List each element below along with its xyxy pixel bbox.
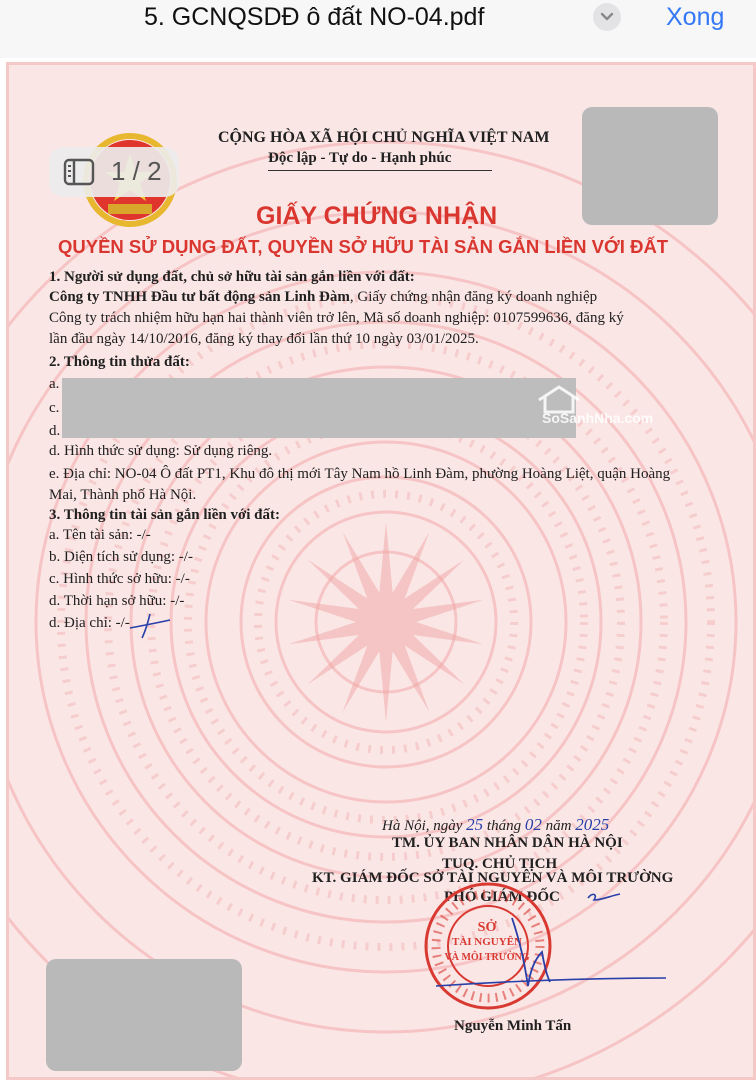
- stamp-line2: TÀI NGUYÊN: [452, 936, 522, 948]
- file-name: 5. GCNQSDĐ ô đất NO-04.pdf: [144, 3, 485, 31]
- watermark-text: SoSanhNha.com: [542, 410, 654, 426]
- sidebar-icon: [63, 157, 95, 187]
- land-item-a: a.: [49, 376, 60, 392]
- authority-line4: PHÓ GIÁM ĐỐC: [444, 889, 560, 905]
- signer-name: Nguyễn Minh Tấn: [454, 1018, 572, 1034]
- top-bar: [0, 0, 756, 58]
- authority-line2: TUQ. CHỦ TỊCH: [442, 856, 558, 872]
- done-button[interactable]: Xong: [666, 3, 725, 31]
- document-page: [6, 62, 756, 1080]
- redacted-code: [46, 959, 242, 1071]
- chevron-down-icon: [593, 3, 621, 31]
- page-indicator-badge[interactable]: [49, 147, 179, 197]
- land-item-d: d.: [49, 423, 61, 439]
- motto: Độc lập - Tự do - Hạnh phúc: [268, 150, 452, 166]
- section1-heading: 1. Người sử dụng đất, chủ sở hữu tài sản gắn liền với đất:: [49, 269, 415, 285]
- redacted-photo: [582, 107, 718, 225]
- stamp-line1: SỞ: [477, 920, 497, 935]
- owner-line3: lần đầu ngày 14/10/2016, đăng ký thay đổi lần thứ 10 ngày 03/01/2025.: [49, 331, 479, 347]
- section3-heading: 3. Thông tin tài sản gắn liền với đất:: [49, 507, 280, 523]
- certificate-title: GIẤY CHỨNG NHẬN: [256, 202, 498, 230]
- file-options-button[interactable]: [593, 3, 621, 31]
- authority-line3: KT. GIÁM ĐỐC SỞ TÀI NGUYÊN VÀ MÔI TRƯỜNG: [312, 870, 674, 886]
- asset-item-a: a. Tên tài sản: -/-: [49, 527, 151, 543]
- issue-date: [382, 815, 609, 835]
- country-name: CỘNG HÒA XÃ HỘI CHỦ NGHĨA VIỆT NAM: [218, 129, 550, 146]
- owner-line1: [49, 289, 597, 306]
- date-year: 2025: [575, 815, 610, 834]
- asset-item-c: c. Hình thức sở hữu: -/-: [49, 571, 190, 587]
- date-month: 02: [524, 815, 542, 834]
- motto-underline: [268, 170, 492, 171]
- certificate-subtitle: QUYỀN SỬ DỤNG ĐẤT, QUYỀN SỞ HỮU TÀI SẢN GẮN LIỀN VỚI ĐẤT: [58, 236, 669, 257]
- page-indicator-text: 1 / 2: [111, 156, 162, 186]
- authority-line1: TM. ỦY BAN NHÂN DÂN HÀ NỘI: [392, 835, 623, 851]
- date-month-label: tháng: [486, 818, 522, 834]
- land-item-e1: e. Địa chỉ: NO-04 Ô đất PT1, Khu đô thị mới Tây Nam hồ Linh Đàm, phường Hoàng Liệt, quận Hoàng: [49, 466, 671, 482]
- land-item-e2: Mai, Thành phố Hà Nội.: [49, 487, 197, 503]
- date-day: 25: [466, 815, 484, 834]
- watermark: [536, 384, 676, 434]
- handwritten-signature: [416, 912, 676, 1022]
- stamp-line3: VÀ MÔI TRƯỜNG: [444, 952, 530, 963]
- asset-item-d: d. Thời hạn sở hữu: -/-: [49, 593, 185, 609]
- owner-line1-rest: , Giấy chứng nhận đăng ký doanh nghiệp: [349, 289, 598, 305]
- section2-heading: 2. Thông tin thửa đất:: [49, 354, 190, 370]
- land-item-c: c.: [49, 400, 60, 416]
- cross-mark: [126, 610, 176, 640]
- initial-mark: [584, 888, 624, 908]
- date-year-label: năm: [545, 818, 572, 834]
- redacted-land-info: [62, 378, 576, 438]
- date-prefix: Hà Nội, ngày: [382, 818, 463, 834]
- asset-item-d2: d. Địa chỉ: -/-: [49, 615, 130, 631]
- owner-name: Công ty TNHH Đầu tư bất động sản Linh Đàm: [49, 289, 350, 305]
- land-item-d2: d. Hình thức sử dụng: Sử dụng riêng.: [49, 443, 273, 459]
- asset-item-b: b. Diện tích sử dụng: -/-: [49, 549, 193, 565]
- owner-line2: Công ty trách nhiệm hữu hạn hai thành viên trở lên, Mã số doanh nghiệp: 0107599636, đăng ký: [49, 310, 624, 326]
